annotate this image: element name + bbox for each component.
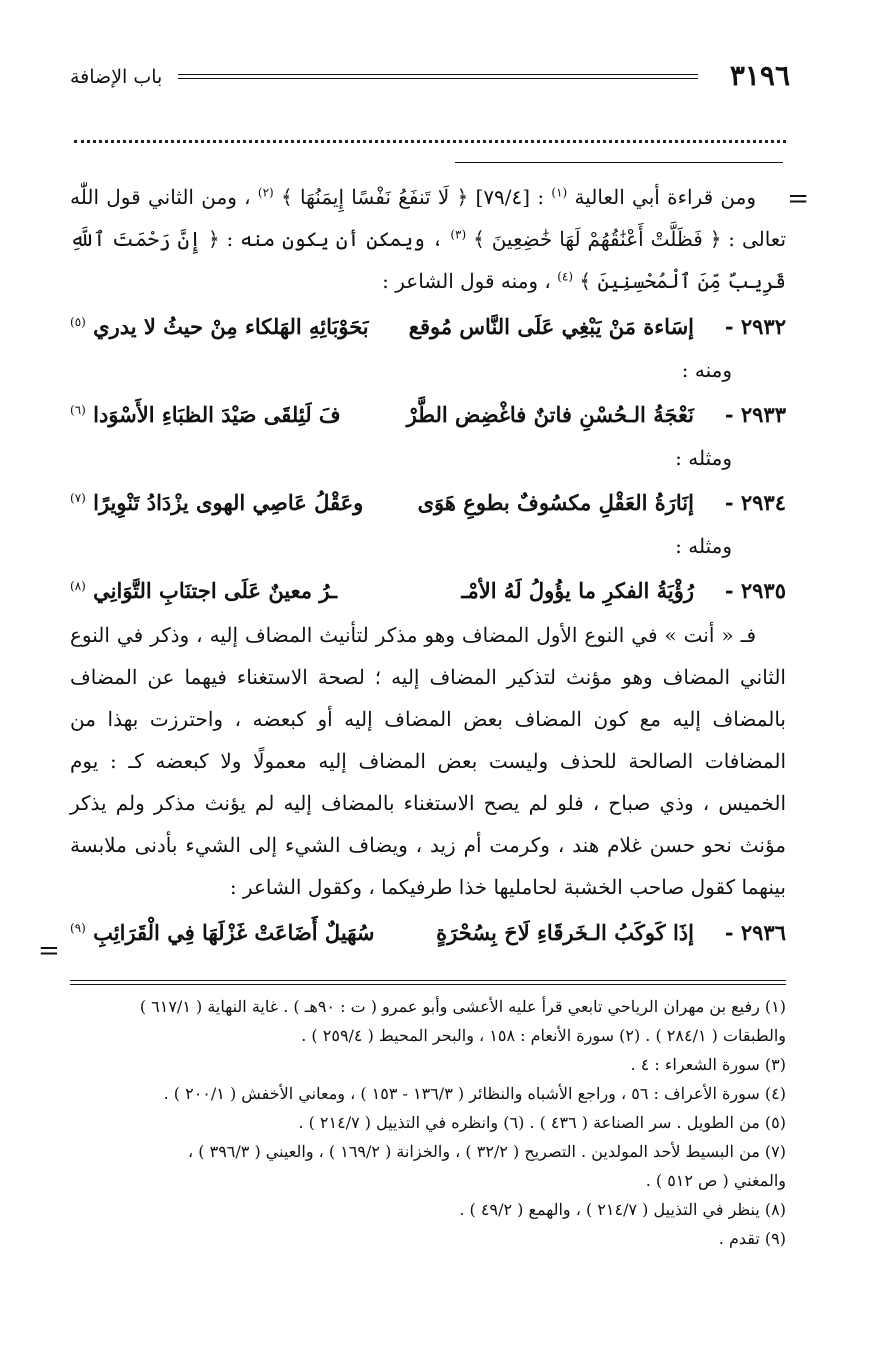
- verse-first-hemistich: إنَارَةُ العَقْلِ مكسُوفٌ بطوعِ هَوَى: [417, 490, 694, 515]
- intro-text-5: ، ومنه قول الشاعر :: [382, 269, 558, 293]
- footnote-line: (٤) سورة الأعراف : ٥٦ ، وراجع الأشباه والنظائر ( ١٣٦/٣ - ١٥٣ ) ، ومعاني الأخفش ( ٢٠٠/١ ) .: [163, 1084, 786, 1103]
- footnote-line: (٥) من الطويل . سر الصناعة ( ٤٣٦ ) . (٦) وانظره في التذييل ( ٢١٤/٧ ) .: [298, 1113, 786, 1132]
- continuation-mark-bottom: =: [38, 936, 60, 966]
- footnote-line: والطبقات ( ٢٨٤/١ ) . (٢) سورة الأنعام : ١٥٨ ، والبحر المحيط ( ٢٥٩/٤ ) .: [301, 1026, 786, 1045]
- verse-2934: [70, 480, 786, 526]
- verse-2935: [70, 568, 786, 614]
- hemistich-text: بَحَوْبَائِهِ الهَلكاء مِنْ حيثُ لا يدري: [93, 314, 369, 339]
- verse-second-hemistich: [70, 568, 337, 614]
- verse-first-hemistich: رُؤْيَةُ الفكرِ ما يؤُولُ لَهُ الأمْـ: [461, 578, 694, 603]
- continuation-mark-top: =: [787, 184, 809, 214]
- intro-text-1: ومن قراءة أبي العالية: [574, 185, 756, 209]
- verse-number: ٢٩٣٥ -: [724, 578, 786, 603]
- verse-first-hemistich: نَعْجَةُ الـحُسْنِ فاتنٌ فاغْضِض الطَّرْ: [406, 402, 694, 427]
- page-header: [70, 58, 790, 98]
- verse-number: ٢٩٣٦ -: [724, 920, 786, 945]
- verse-2932: [70, 304, 786, 350]
- intro-paragraph: [70, 176, 786, 302]
- verse-first-hemistich: إذَا كَوكَبُ الـخَرقَاءِ لَاحَ بِسُحْرَةٍ: [436, 920, 694, 945]
- page-number: ٣١٩٦: [729, 59, 790, 92]
- commentary-paragraph: فـ « أنت » في النوع الأول المضاف وهو مذكر لتأنيث المضاف إليه ، وذكر في النوع الثاني المضاف وهو مؤنث لتذكير المضاف إليه ؛ لصحة الاستغناء فيهما عن المضاف بالمضاف إليه مع كون المضاف بعض المضاف إليه أو كبعضه ، واحترزت بهذا من المضافات الصالحة للحذف وليست بعض المضاف إليه معمولًا ولا كبعضه كـ : يوم الخميس ، وذي صباح ، فلو لم يصح الاستغناء بالمضاف إليه لم يؤنث مذكر ولم يذكر مؤنث نحو حسن غلام هند ، وكرمت أم زيد ، ويضاف الشيء إلى الشيء بأدنى ملابسة بينهما كقول صاحب الخشبة لحامليها خذا طرفيكما ، وكقول الشاعر :: [70, 623, 786, 899]
- verse-2936: [70, 910, 786, 956]
- verse-link-text: ومثله :: [675, 446, 732, 470]
- hemistich-text: سُهَيلٌ أَضَاعَتْ غَزْلَهَا فِي الْقَرَائِبِ: [93, 920, 375, 945]
- main-text: [70, 176, 786, 956]
- verse-number: ٢٩٣٤ -: [724, 490, 786, 515]
- intro-text-2: : [٧٩/٤] ﴿ لَا تَنفَعُ نَفْسًا إِيمَنُهَا ﴾: [280, 185, 552, 209]
- verse-number: ٢٩٣٣ -: [724, 402, 786, 427]
- verse-2933: [70, 392, 786, 438]
- running-title: باب الإضافة: [70, 66, 163, 88]
- verse-number: ٢٩٣٢ -: [724, 314, 786, 339]
- header-double-rule: [178, 74, 698, 79]
- footnote-line: (٣) سورة الشعراء : ٤ .: [630, 1055, 786, 1074]
- short-separator: [455, 162, 783, 163]
- footnote-ref-9: (٩): [70, 921, 86, 935]
- hemistich-text: فَ لَئِلقَى صَيْدَ الظبَاءِ الأَسْوَدا: [93, 402, 341, 427]
- footnote-line: (٧) من البسيط لأحد المولدين . التصريح ( ٣٢/٢ ) ، والخزانة ( ١٦٩/٢ ) ، والعيني ( ٣٩٦/٣ ) ،: [188, 1142, 786, 1161]
- verse-second-hemistich: [70, 392, 341, 438]
- footnotes: [70, 992, 786, 1253]
- hemistich-text: وعَقْلُ عَاصِي الهوى يزْدَادُ تَنْوِيرًا: [93, 490, 364, 515]
- verse-second-hemistich: [70, 304, 369, 350]
- footnote-ref-2: (٢): [257, 185, 274, 200]
- footnote-ref-5: (٥): [70, 315, 86, 329]
- footnote-ref-7: (٧): [70, 491, 86, 505]
- dotted-separator: [74, 140, 786, 143]
- intro-text-3: ، ومن الثاني قول اللّٰه تعالى : ﴿ فَظَلَّتْ أَعْنَٰقُهُمْ لَهَا خَٰضِعِينَ ﴾: [70, 185, 787, 251]
- footnote-ref-3: (٣): [450, 227, 467, 242]
- footnote-ref-4: (٤): [557, 269, 574, 284]
- footnote-ref-1: (١): [551, 185, 568, 200]
- verse-link-text: ومثله :: [675, 534, 732, 558]
- verse-first-hemistich: إسَاءة مَنْ يَبْغِي عَلَى النَّاس مُوقع: [408, 314, 694, 339]
- verse-second-hemistich: [70, 910, 374, 956]
- intro-text-4: ، ويمكن أن يكون منه : ﴿ إِنَّ رَحْمَتَ ٱللَّهِ قَرِيبٌ مِّنَ ٱلْمُحْسِنِينَ ﴾: [70, 227, 786, 293]
- footnote-ref-6: (٦): [70, 403, 86, 417]
- hemistich-text: ـرُ معينٌ عَلَى اجتنَابِ التَّوَانِي: [93, 578, 338, 603]
- footnote-line: والمغني ( ص ٥١٢ ) .: [645, 1171, 786, 1190]
- footnote-ref-8: (٨): [70, 579, 86, 593]
- verse-link-text: ومنه :: [681, 358, 732, 382]
- footnote-separator: [70, 980, 786, 985]
- footnote-line: (٩) تقدم .: [718, 1229, 786, 1248]
- footnote-line: (٨) ينظر في التذييل ( ٢١٤/٧ ) ، والهمع ( ٤٩/٢ ) .: [459, 1200, 786, 1219]
- verse-second-hemistich: [70, 480, 363, 526]
- footnote-line: (١) رفيع بن مهران الرياحي تابعي قرأ عليه الأعشى وأبو عمرو ( ت : ٩٠هـ ) . غاية النهاية ( ٦١٧/١ ): [139, 997, 786, 1016]
